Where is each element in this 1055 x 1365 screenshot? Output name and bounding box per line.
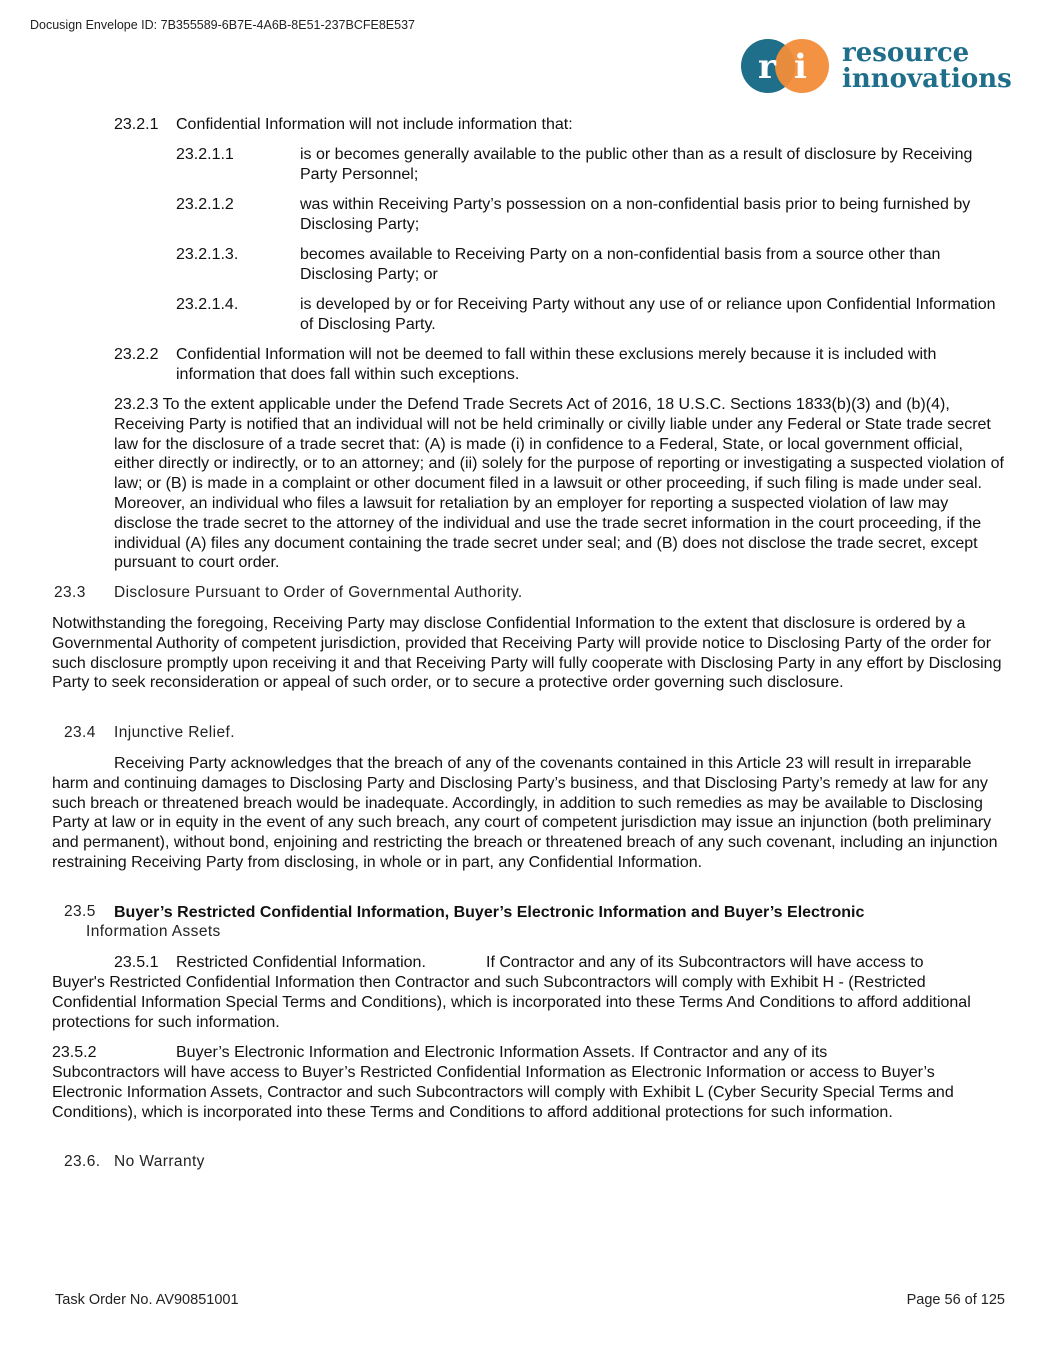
- envelope-id: Docusign Envelope ID: 7B355589-6B7E-4A6B-8E51-237BCFE8E537: [30, 18, 415, 32]
- section-heading: Disclosure Pursuant to Order of Governmental Authority.: [114, 584, 523, 601]
- item-number: 23.2.1.3.: [176, 246, 239, 263]
- item-number: 23.2.1.2: [176, 196, 234, 213]
- logo-mark-icon: [740, 38, 836, 98]
- item-text: was within Receiving Party’s possession on a non-confidential basis prior to being furnished by Disclosing Party;: [300, 196, 971, 233]
- section-heading: Injunctive Relief.: [114, 724, 235, 741]
- item-text: is developed by or for Receiving Party without any use of or reliance upon Confidential Information of Disclosing Party.: [300, 296, 996, 333]
- section-number: 23.4: [64, 724, 96, 741]
- section-heading-rest: Information Assets: [86, 923, 221, 940]
- section-number: 23.2.2: [114, 346, 159, 363]
- section-number: 23.5.2: [52, 1044, 97, 1061]
- section-number: 23.6.: [64, 1153, 101, 1170]
- company-logo: [740, 38, 1010, 98]
- section-text: Notwithstanding the foregoing, Receiving Party may disclose Confidential Information to the extent that disclosure is ordered by a Governmental Authority of competent jurisdiction, provided that Receiving Party will provide notice to Disclosing Party of the order for such disclosure promptly upon receiving it and that Receiving Party will fully cooperate with Disclosing Party in any effort by Disclosing Party to seek reconsideration or appeal of such order, or to secure a protective order governing such disclosure.: [52, 615, 1002, 692]
- section-heading: No Warranty: [114, 1153, 205, 1170]
- subsection-title: Restricted Confidential Information.: [176, 954, 426, 971]
- footer-page-number: Page 56 of 125: [906, 1292, 1005, 1308]
- section-text: Buyer's Restricted Confidential Information then Contractor and such Subcontractors will comply with Exhibit H - (Restricted Confidential Information Special Terms and Conditions), which is incorporated into these Terms And Conditions to afford additional protections for such information.: [52, 974, 971, 1031]
- svg-text:i: i: [794, 47, 807, 87]
- section-text: Receiving Party acknowledges that the breach of any of the covenants contained in this Article 23 will result in irreparable harm and continuing damages to Disclosing Party and Disclosing Party’s business, and that Disclosing Party’s remedy at law for any such breach or threatened breach would be inadequate. Accordingly, in addition to such remedies as may be available to Disclosing Party at law or in equity in the event of any such breach, any court of competent jurisdiction may issue an injunction (both preliminary and permanent), without bond, enjoining and restricting the breach or threatened breach of any such covenant, including an injunction restraining Receiving Party from disclosing, in whole or in part, any Confidential Information.: [52, 755, 998, 871]
- section-number: 23.5: [64, 903, 96, 920]
- section-number: 23.3: [54, 584, 86, 601]
- section-number: 23.2.1: [114, 116, 159, 133]
- logo-wordmark: resource innovations: [842, 38, 1012, 94]
- section-text: Confidential Information will not be deemed to fall within these exclusions merely because it is included with information that does fall within such exceptions.: [176, 346, 937, 383]
- item-number: 23.2.1.4.: [176, 296, 239, 313]
- section-text-2323: 23.2.3 To the extent applicable under the Defend Trade Secrets Act of 2016, 18 U.S.C. Sections 1833(b)(3) and (b)(4), Receiving Party is notified that an individual will not be held criminally or civilly liable under any Federal or State trade secret law for the disclosure of a trade secret that: (A) is made (i) in confidence to a Federal, State, or local government official, either directly or indirectly, or to an attorney; and (ii) solely for the purpose of reporting or investigating a suspected violation of law; or (B) is made in a complaint or other document filed in a lawsuit or other proceeding, if such filing is made under seal. Moreover, an individual who files a lawsuit for retaliation by an employer for reporting a suspected violation of law may disclose the trade secret to the attorney of the individual and use the trade secret information in the court proceeding, if the individual (A) files any document containing the trade secret under seal; and (B) does not disclose the trade secret, except pursuant to court order.: [114, 396, 1004, 572]
- footer-task-order: Task Order No. AV90851001: [55, 1292, 239, 1308]
- section-text: Confidential Information will not include information that:: [176, 116, 573, 133]
- section-text-first-line: If Contractor and any of its Subcontractors will have access to: [486, 954, 924, 971]
- section-number: 23.5.1: [114, 954, 159, 971]
- item-text: becomes available to Receiving Party on a non-confidential basis from a source other than Disclosing Party; or: [300, 246, 941, 283]
- logo-letters: r: [758, 47, 776, 87]
- section-heading-bold: Buyer’s Restricted Confidential Information, Buyer’s Electronic Information and Buyer’s Electronic: [114, 904, 865, 921]
- item-text: is or becomes generally available to the public other than as a result of disclosure by Receiving Party Personnel;: [300, 146, 973, 183]
- section-text-first-line: Buyer’s Electronic Information and Electronic Information Assets. If Contractor and any of its: [176, 1044, 828, 1061]
- item-number: 23.2.1.1: [176, 146, 234, 163]
- section-text: Subcontractors will have access to Buyer’s Restricted Confidential Information as Electronic Information or access to Buyer’s Electronic Information Assets, Contractor and such Subcontractors will comply with Exhibit L (Cyber Security Special Terms and Conditions), which is incorporated into these Terms and Conditions to afford additional protections for such information.: [52, 1064, 954, 1121]
